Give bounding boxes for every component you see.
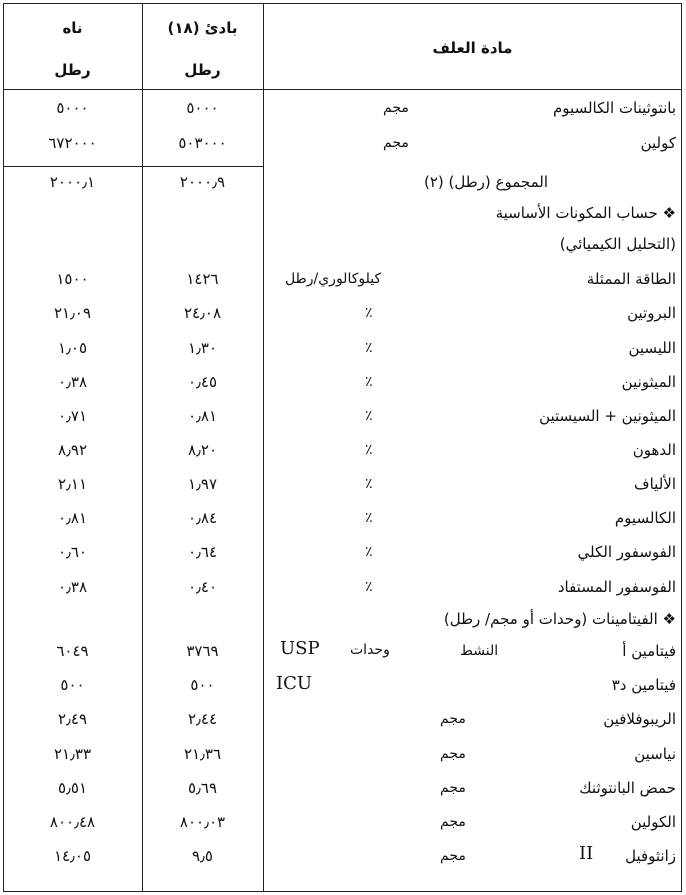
unit-label: مجم [440,814,466,830]
feed-label: الريبوفلافين [603,710,676,728]
badi-value: ٩٫٥ [192,847,213,865]
feed-label: فيتامين د٣ [611,676,676,694]
col-material-title: مادة العلف [432,39,513,57]
col-badi-title: بادئ (١٨) [167,19,238,37]
unit-label: مجم [383,135,409,151]
nah-value: ٥٫٥١ [57,779,88,797]
unit-label: ٪ [365,408,373,424]
vitD-units-abbr: ICU [276,673,313,694]
nah-value: ٦٧٢٠٠٠ [48,134,97,152]
badi-value: ٠٫٨٤ [187,509,218,527]
col-divider-2 [263,3,264,892]
feed-label: نياسين [634,745,676,763]
feed-label: الطاقة الممثلة [586,270,676,288]
feed-label: ❖ حساب المكونات الأساسية [495,204,676,222]
nah-value: ٨٠٠٫٤٨ [49,813,96,831]
feed-label: الفوسفور المستفاد [557,578,676,596]
badi-value: ٨٫٢٠ [187,441,218,459]
badi-value: ٨٠٠٫٠٣ [179,813,226,831]
nah-value: ١٥٠٠ [56,270,89,288]
feed-label: المجموع (رطل) (٢) [423,173,548,191]
nah-value: ٨٫٩٢ [57,441,88,459]
unit-label: كيلوكالوري/رطل [285,271,382,287]
nah-value: ٠٫٧١ [57,407,88,425]
nah-value: ٢١٫٣٣ [53,745,92,763]
badi-value: ٥٠٣٠٠٠ [178,134,227,152]
nah-value: ٠٫٦٠ [57,543,88,561]
unit-label: ٪ [365,476,373,492]
feed-label: الكولين [630,813,676,831]
col-badi-unit: رطل [184,61,221,79]
nah-value: ٠٫٣٨ [57,373,88,391]
unit-label: النشط [460,643,499,659]
badi-value: ٠٫٤٥ [187,373,218,391]
badi-value: ٥٫٦٩ [187,779,218,797]
feed-label: الدهون [632,441,676,459]
unit-label: مجم [383,100,409,116]
badi-value: ٣٧٦٩ [186,642,219,660]
vitA-units-abbr: USP [280,638,320,659]
subtotal-divider [3,166,263,167]
unit-label: ٪ [365,374,373,390]
feed-label: (التحليل الكيميائي) [559,235,676,253]
vitA-units-word: وحدات [350,642,390,658]
nah-value: ٥٠٠٠ [56,99,89,117]
nah-value: ٥٠٠ [60,676,85,694]
nah-value: ٢١٫٠٩ [53,304,92,322]
badi-value: ١٫٩٧ [187,475,218,493]
feed-label: الميثونين [621,373,676,391]
col-nah-unit: رطل [54,61,91,79]
unit-label: ٪ [365,340,373,356]
nah-value: ٢٫٤٩ [57,710,88,728]
unit-label: ٪ [365,544,373,560]
unit-label: ٪ [365,510,373,526]
nah-value: ١٤٫٠٥ [53,847,92,865]
unit-label: مجم [440,746,466,762]
nah-value: ٢٠٠٠٫١ [49,173,96,191]
feed-label: الكالسيوم [614,509,676,527]
badi-value: ١٫٣٠ [187,339,218,357]
feed-label: الفوسفور الكلي [577,543,676,561]
header-divider [3,89,682,90]
unit-label: ٪ [365,442,373,458]
badi-value: ٥٠٠ [190,676,215,694]
unit-label: مجم [440,711,466,727]
feed-label: فيتامين أ [622,642,676,660]
feed-label: الليسين [628,339,676,357]
badi-value: ٢١٫٣٦ [183,745,222,763]
nah-value: ٦٠٤٩ [56,642,89,660]
badi-value: ٠٫٨١ [187,407,218,425]
feed-label: بانتوثينات الكالسيوم [553,99,676,117]
feed-label: البروتين [627,304,676,322]
feed-label: ❖ الفيتامينات (وحدات أو مجم/ رطل) [443,610,676,628]
nah-value: ٠٫٣٨ [57,578,88,596]
unit-label: مجم [440,848,466,864]
badi-value: ٢٤٫٠٨ [183,304,222,322]
badi-value: ٢٫٤٤ [187,710,218,728]
unit-label: ٪ [365,305,373,321]
xanthophyll-roman: II [579,843,594,864]
feed-label: كولين [640,134,676,152]
badi-value: ١٤٢٦ [186,270,219,288]
feed-label: زانثوفيل [625,847,676,865]
unit-label: مجم [440,780,466,796]
feed-label: الميثونين + السيستين [539,407,676,425]
unit-label: ٪ [365,579,373,595]
col-nah-title: ناه [62,19,83,37]
badi-value: ٠٫٤٠ [187,578,218,596]
badi-value: ٠٫٦٤ [187,543,218,561]
nah-value: ٢٫١١ [57,475,88,493]
feed-label: الألياف [634,475,676,493]
badi-value: ٢٠٠٠٫٩ [179,173,226,191]
badi-value: ٥٠٠٠ [186,99,219,117]
nah-value: ١٫٠٥ [57,339,88,357]
feed-label: حمض البانتوثنك [579,779,676,797]
nah-value: ٠٫٨١ [57,509,88,527]
